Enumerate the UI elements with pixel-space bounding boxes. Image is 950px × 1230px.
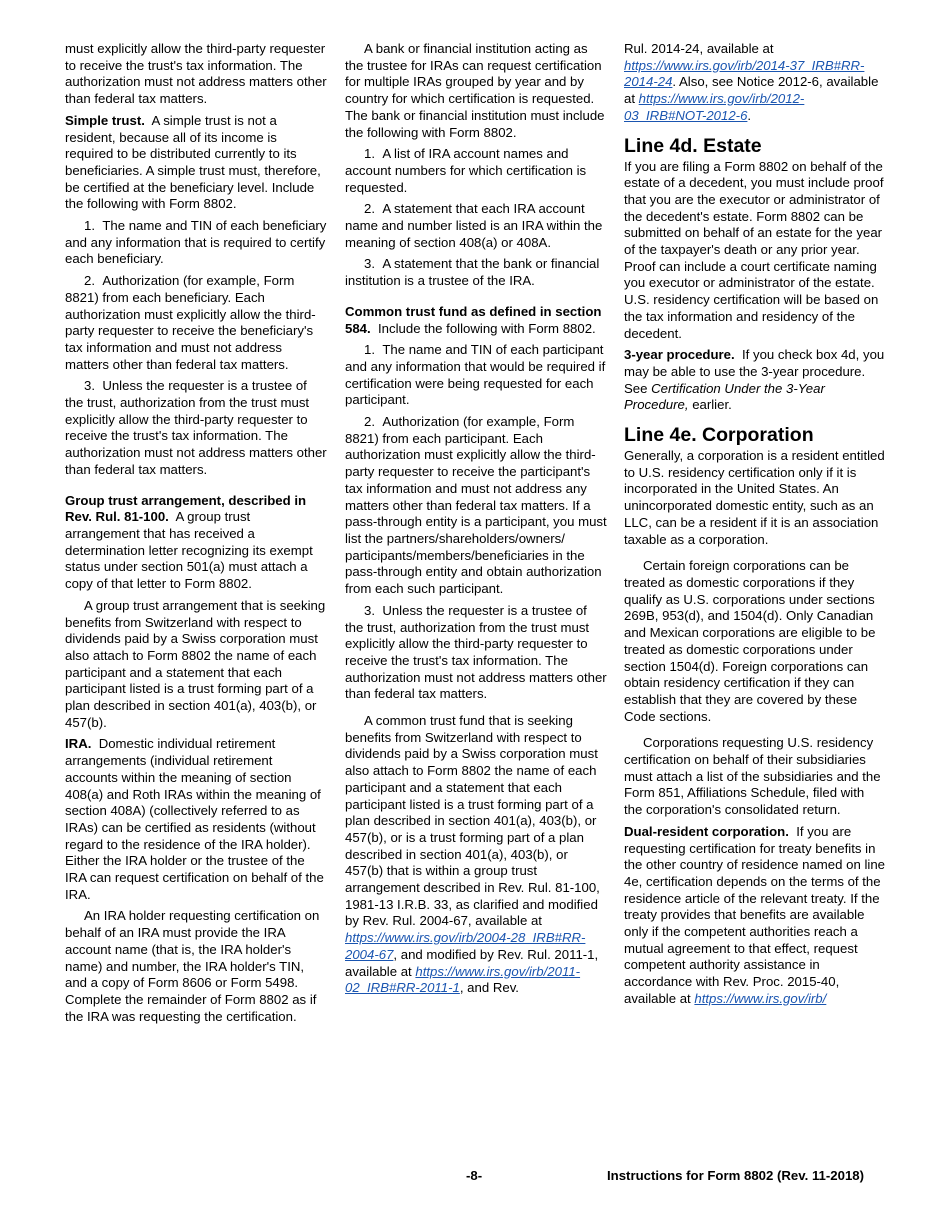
paragraph-text: If you check box 4d, you may be able to use the 3-year procedure. See [624, 347, 885, 396]
irs-link-not-2012-6[interactable]: https://www.irs.gov/irb/2012-03_IRB#NOT-2012-6 [624, 91, 805, 123]
paragraph-text: A common trust fund that is seeking benefits from Switzerland with respect to dividends paid by a Swiss corporation must also attach to Form 8802 the name of each participant and a statement that each participant listed is a trust forming part of a plan described in section 401(a), 403(b), or 457(b), or is a trust forming part of a plan described in section 401(a), 403(b), or 457(b) that is within a group trust arrangement described in Rev. Rul. 81-100, 1981-13 I.R.B. 33, as clarified and modified by Rev. Rul. 2004-67, available at [345, 713, 600, 929]
column-right [624, 41, 886, 1013]
section-heading-estate: Line 4d. Estate [624, 134, 762, 157]
paragraph-text: A simple trust is not a resident, because all of its income is required to be distributed currently to its beneficiaries. A simple trust must, therefore, be certified at the beneficiary level. Include the following with Form 8802. [65, 112, 321, 212]
paragraph-text: , and modified by Rev. Rul. 2011-1, available at [345, 946, 599, 979]
paragraph-text: Include the following with Form 8802. [378, 320, 596, 336]
paragraph-text: . Also, see Notice 2012-6, available at [624, 74, 879, 107]
run-in-heading: 3-year procedure. [624, 347, 735, 363]
run-in-heading: Group trust arrangement, described in Rev. Rul. 81-100. [65, 492, 307, 525]
list-item: 2. Authorization (for example, Form 8821) from each participant. Each authorization must explicitly allow the third-party requester to receive the participant's tax information and must not address any matters other than federal tax matters. If a pass-through entity is a participant, you must list the partners/shareholders/owners/ participants/members/beneficiaries in the pass-through entity and obtain authorization from each such participant. [345, 414, 607, 597]
run-in-heading: IRA. [65, 736, 92, 752]
paragraph: If you are filing a Form 8802 on behalf of the estate of a decedent, you must include proof that you are the executor or administrator of the decedent's estate. Form 8802 can be submitted on behalf of an estate for the year of the taxpayer's death or any prior year. Proof can include a court certificate naming you executor or administrator of the estate. U.S. residency certification will be based on the tax information and residency of the decedent. [624, 158, 884, 341]
paragraph-text: A group trust arrangement that has received a determination letter recognizing its exempt status under section 501(a) must attach a copy of that letter to Form 8802. [65, 509, 313, 592]
paragraph: An IRA holder requesting certification on behalf of an IRA must provide the IRA account name (that is, the IRA holder's name) and number, the IRA holder's TIN, and a copy of Form 8606 or Form 5498. Complete the remainder of Form 8802 as if the IRA was requesting the certification. [65, 908, 320, 1024]
list-item: 2. Authorization (for example, Form 8821) from each beneficiary. Each authorization must explicitly allow the third-party requester to receive the beneficiary's tax information and must not address matters other than federal tax matters. [65, 273, 316, 372]
paragraph-with-links [345, 713, 607, 997]
irs-link-rr-2004-67[interactable]: https://www.irs.gov/irb/2004-28_IRB#RR-2004-67 [345, 930, 586, 962]
list-item: 1. The name and TIN of each participant and any information that would be required if certification were being requested for each participant. [345, 342, 606, 408]
run-in-heading: Simple trust. [65, 112, 145, 128]
paragraph-group-trust [65, 493, 327, 593]
paragraph-text: . [747, 107, 752, 123]
paragraph-with-links [624, 41, 886, 125]
paragraph-text: Domestic individual retirement arrangements (individual retirement accounts within the meaning of section 408(a) and Roth IRAs within the meaning of section 408A) (collectively referred to as IRAs) can be certified as residents (without regard to the residence of the IRA holder). Either the IRA holder or the trustee of the IRA can request certification on behalf of the IRA. [65, 736, 324, 902]
paragraph-common-trust-fund [345, 304, 607, 337]
paragraph: Generally, a corporation is a resident entitled to U.S. residency certification only if it is incorporated in the United States. An unincorporated domestic entity, such as an LLC, can be a resident if it is an association taxable as a corporation. [624, 448, 885, 547]
list-item: 2. A statement that each IRA account name and number listed is an IRA within the meaning of section 408(a) or 408A. [345, 201, 603, 250]
list-item: 3. Unless the requester is a trustee of the trust, authorization from the trust must explicitly allow the third-party requester to receive the trust's tax information. The authorization must not address matters other than federal tax matters. [65, 378, 327, 477]
paragraph-dual-resident [624, 824, 886, 1008]
paragraph-text: earlier. [692, 397, 732, 413]
paragraph-text: , and Rev. [459, 980, 519, 996]
paragraph: Corporations requesting U.S. residency certification on behalf of their subsidiaries must attach a list of the subsidiaries and the Form 851, Affiliations Schedule, filed with the corporation's consolidated return. [624, 735, 881, 818]
list-item: 3. Unless the requester is a trustee of the trust, authorization from the trust must explicitly allow the third-party requester to receive the trust's tax information. The authorization must not address matters other than federal tax matters. [345, 602, 607, 702]
irs-link-rr-2011-1[interactable]: https://www.irs.gov/irb/2011-02_IRB#RR-2011-1 [345, 963, 581, 996]
paragraph: Certain foreign corporations can be treated as domestic corporations if they qualify as U.S. corporations under sections 269B, 953(d), and 1504(d). Only Canadian and Mexican corporations are eligible to be treated as domestic corporations under section 1504(d). Foreign corporations can obtain residency certification if they can establish that they are covered by these Code sections. [624, 558, 876, 724]
paragraph-ira [65, 736, 327, 903]
irs-link-irb[interactable]: https://www.irs.gov/irb/ [694, 990, 827, 1006]
footer-title: Instructions for Form 8802 (Rev. 11-2018) [607, 1168, 865, 1183]
paragraph: A bank or financial institution acting as the trustee for IRAs can request certification for multiple IRAs grouped by year and by country for which certification is requested. The bank or financial institution must include the following with Form 8802. [345, 41, 605, 140]
irs-link-rr-2014-24[interactable]: https://www.irs.gov/irb/2014-37_IRB#RR-2014-24 [624, 57, 865, 90]
paragraph: must explicitly allow the third-party requester to receive the trust's tax information. The authorization must not address matters other than federal tax matters. [65, 41, 327, 107]
paragraph-3-year-procedure [624, 347, 886, 414]
paragraph-simple-trust [65, 113, 327, 213]
paragraph-text: Rul. 2014-24, available at [624, 41, 774, 56]
run-in-heading: Dual-resident corporation. [624, 823, 789, 839]
paragraph-text: If you are requesting certification for treaty benefits in the other country of residence named on line 4e, certification depends on the terms of the residence article of the relevant treaty. If the treaty provides that benefits are available only if the competent authorities reach a mutual agreement to that effect, request competent authority assistance in accordance with Rev. Proc. 2015-40, available at [624, 823, 885, 1006]
list-item: 1. A list of IRA account names and account numbers for which certification is requested. [345, 146, 587, 195]
list-item: 1. The name and TIN of each beneficiary and any information that is required to certify each beneficiary. [65, 218, 327, 267]
section-heading-corporation: Line 4e. Corporation [624, 424, 814, 447]
run-in-heading: Common trust fund as defined in section 584. [345, 303, 602, 336]
page-number: -8- [466, 1168, 483, 1183]
paragraph: A group trust arrangement that is seeking benefits from Switzerland with respect to dividends paid by a Swiss corporation must also attach to Form 8802 the name of each participant and a statement that each participant listed is a trust forming part of a plan described in section 401(a), 403(b), or 457(b). [65, 597, 326, 730]
column-left [65, 41, 327, 1030]
cross-reference: Certification Under the 3-Year Procedure, [624, 380, 825, 413]
list-item: 3. A statement that the bank or financial institution is a trustee of the IRA. [345, 256, 600, 289]
column-middle [345, 41, 607, 1002]
